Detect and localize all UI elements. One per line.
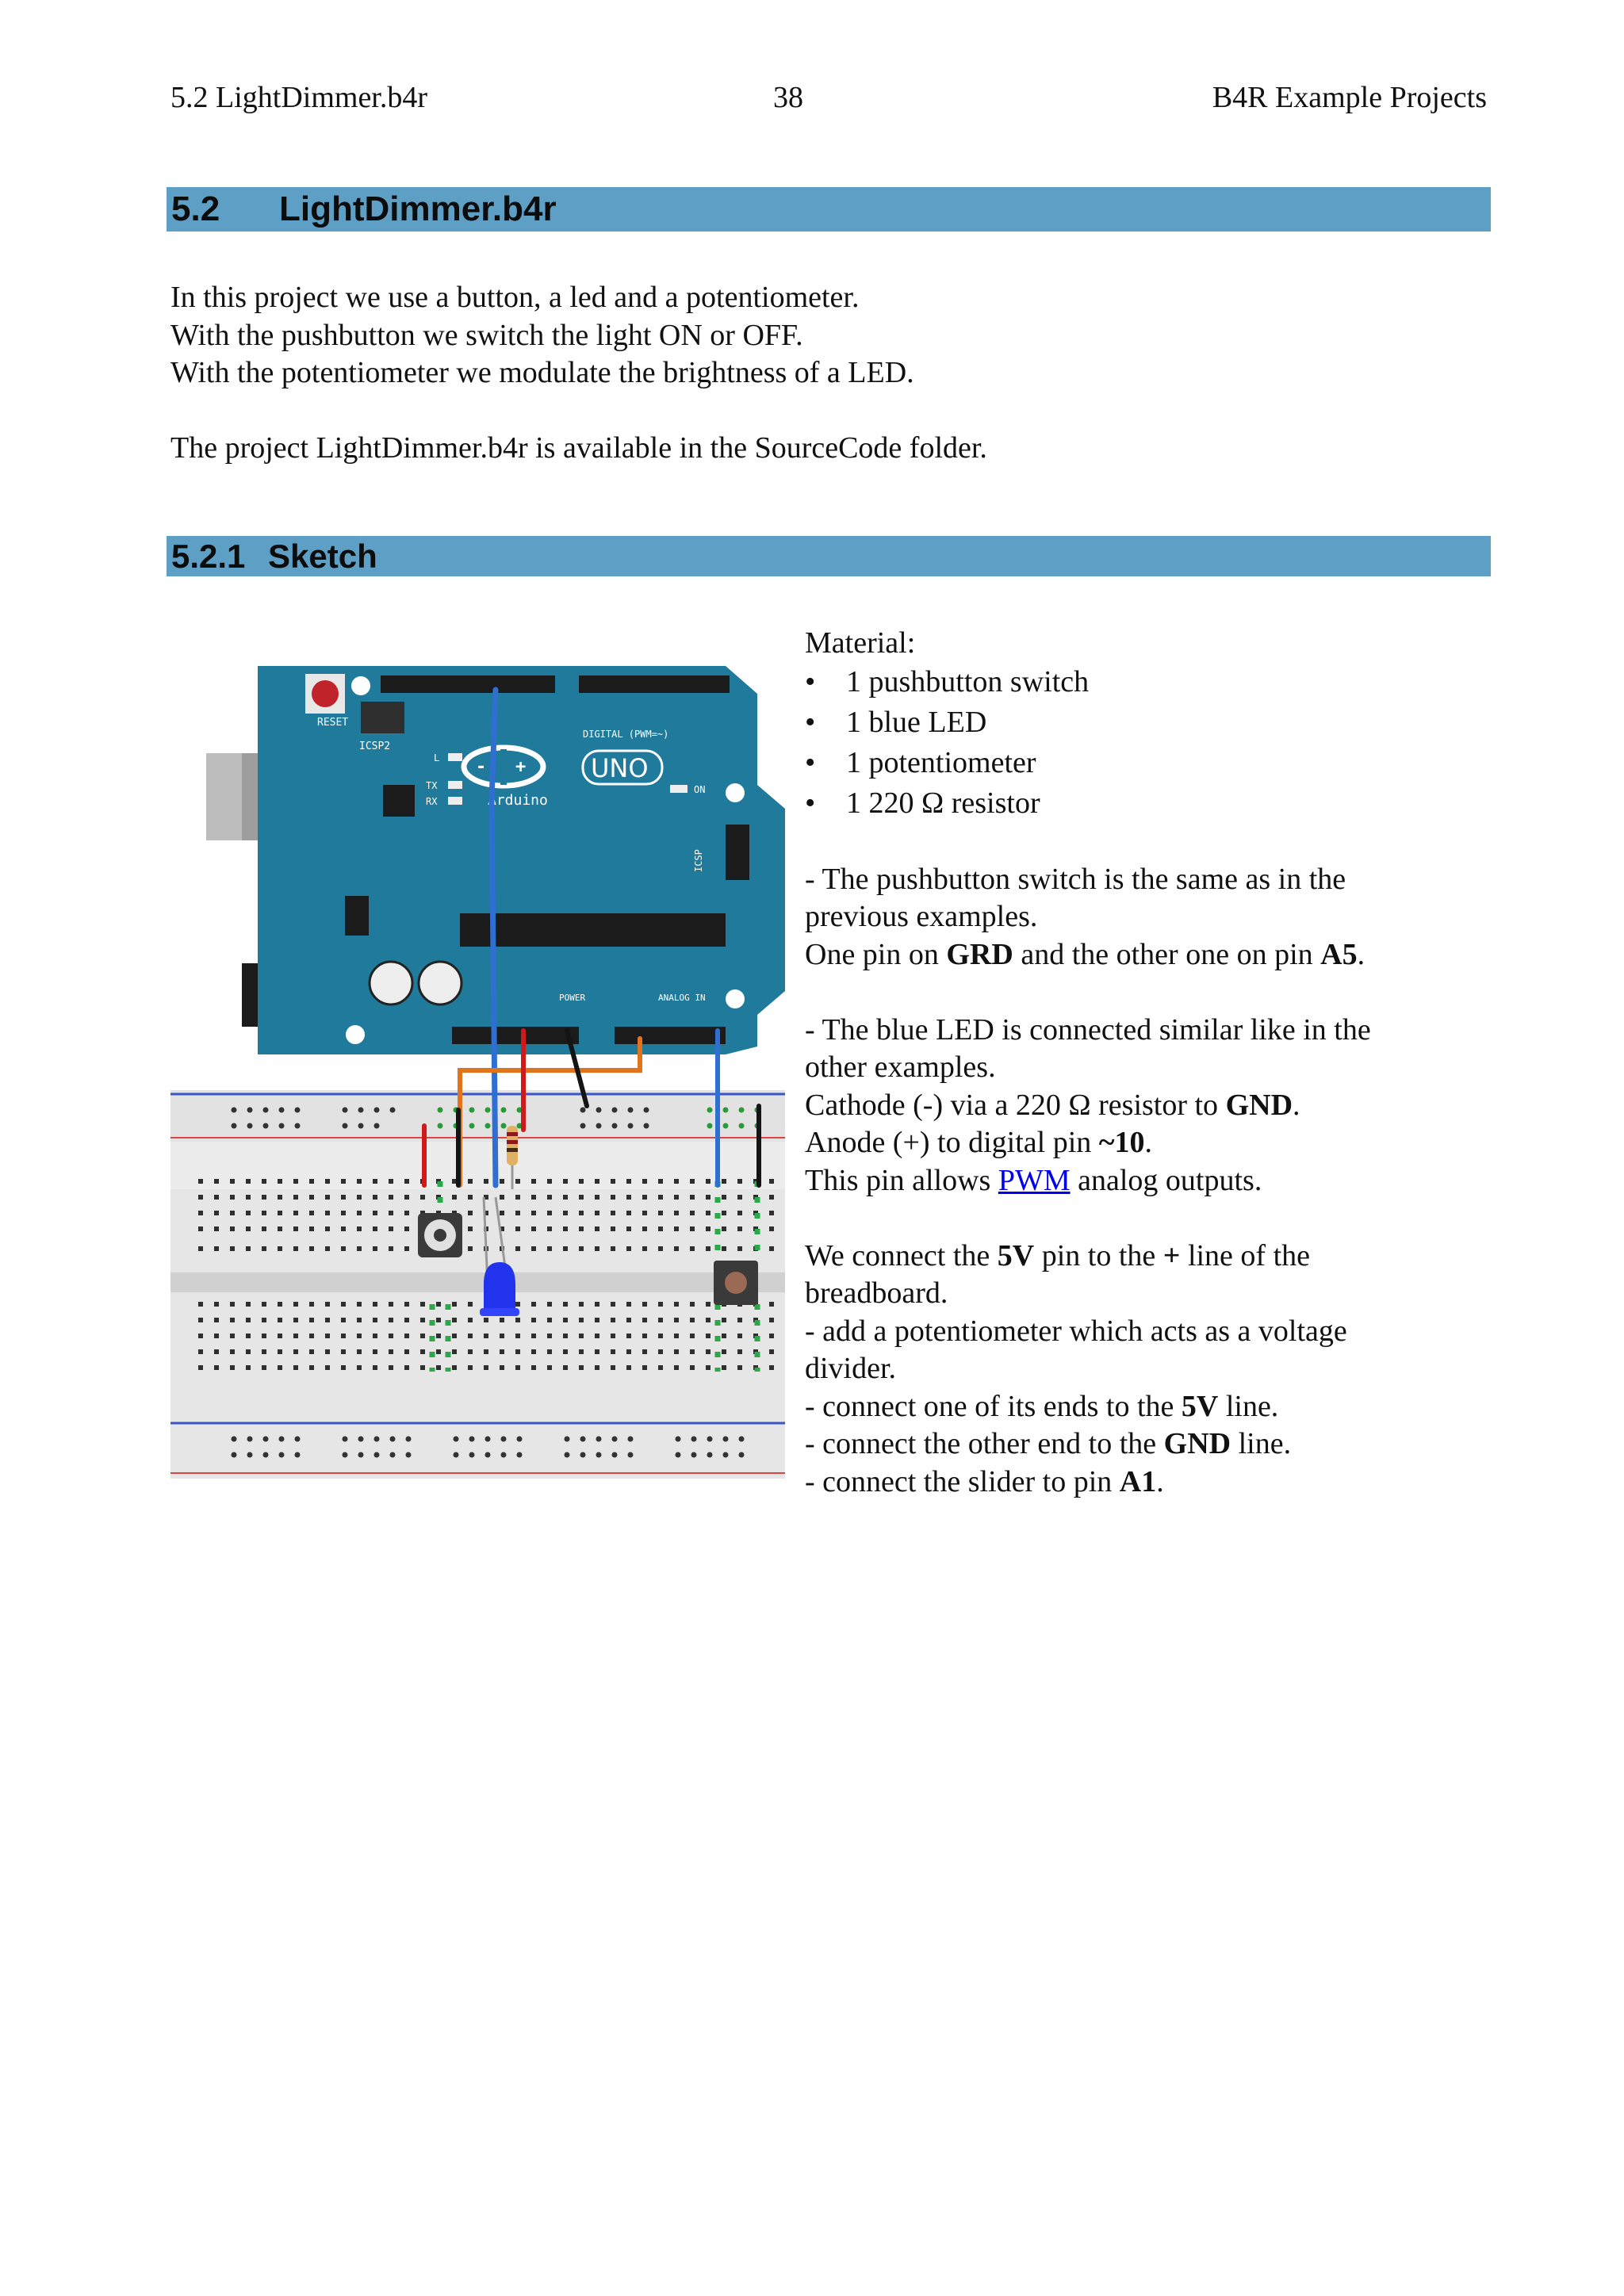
analog-in-label: ANALOG IN	[658, 993, 706, 1003]
breadboard	[170, 1090, 785, 1479]
tx-label: TX	[426, 780, 438, 791]
led-desc-2: other examples.	[805, 1050, 996, 1084]
connect-5v-line-2: breadboard.	[805, 1276, 948, 1310]
intro-line-3: With the potentiometer we modulate the brightness of a LED.	[170, 356, 914, 389]
l-led-label: L	[434, 752, 440, 763]
pwm-line: This pin allows PWM analog outputs.	[805, 1164, 1262, 1197]
pot-desc-1: - add a potentiometer which acts as a voltage	[805, 1314, 1347, 1348]
material-item: 1 pushbutton switch	[846, 665, 1090, 698]
section-number: 5.2	[171, 189, 220, 228]
running-header-left: 5.2 LightDimmer.b4r	[170, 81, 428, 114]
pushbutton	[714, 1261, 758, 1305]
icsp-label: ICSP	[693, 849, 704, 872]
running-header-right: B4R Example Projects	[1212, 81, 1487, 114]
potentiometer	[418, 1213, 462, 1257]
led-anode: Anode (+) to digital pin ~10.	[805, 1126, 1153, 1159]
material-item: 1 220 Ω resistor	[846, 786, 1040, 820]
subsection-number: 5.2.1	[171, 538, 246, 575]
svg-text:-: -	[476, 757, 487, 777]
pot-slider: - connect the slider to pin A1.	[805, 1465, 1164, 1498]
list-item	[805, 662, 1089, 702]
bullet: •	[805, 706, 816, 739]
pushbutton-desc-1: - The pushbutton switch is the same as in the	[805, 863, 1346, 896]
intro-line-1: In this project we use a button, a led and a potentiometer.	[170, 281, 860, 314]
digital-label: DIGITAL (PWM=~)	[583, 729, 669, 740]
section-title: LightDimmer.b4r	[279, 189, 557, 228]
arduino-label: Arduino	[488, 792, 548, 809]
uno-label: UNO	[591, 753, 649, 783]
reset-label: RESET	[317, 717, 349, 729]
intro-availability: The project LightDimmer.b4r is available in the SourceCode folder.	[170, 431, 987, 465]
subsection-title: Sketch	[268, 538, 377, 575]
material-heading: Material:	[805, 626, 916, 660]
led-desc-1: - The blue LED is connected similar like in the	[805, 1013, 1371, 1047]
bullet: •	[805, 665, 816, 698]
intro-line-2: With the pushbutton we switch the light ON or OFF.	[170, 319, 803, 352]
list-item	[805, 702, 1089, 743]
material-item: 1 potentiometer	[846, 746, 1036, 779]
pot-end-1: - connect one of its ends to the 5V line.	[805, 1390, 1279, 1423]
section-heading	[167, 187, 1491, 232]
page-number: 38	[773, 81, 803, 114]
on-label: ON	[694, 784, 706, 795]
circuit-diagram	[170, 658, 785, 1479]
svg-text:+: +	[515, 757, 527, 777]
power-label: POWER	[559, 993, 586, 1003]
pwm-link[interactable]: PWM	[998, 1164, 1071, 1197]
bullet: •	[805, 786, 816, 820]
pot-end-2: - connect the other end to the GND line.	[805, 1427, 1292, 1460]
pushbutton-desc-2: previous examples.	[805, 900, 1038, 933]
list-item	[805, 743, 1089, 783]
bullet: •	[805, 746, 816, 779]
led-cathode: Cathode (-) via a 220 Ω resistor to GND.	[805, 1089, 1300, 1122]
material-list	[805, 662, 1089, 824]
rx-label: RX	[426, 796, 438, 807]
subsection-heading	[167, 536, 1491, 576]
material-item: 1 blue LED	[846, 706, 987, 739]
connect-5v-line: We connect the 5V pin to the + line of the	[805, 1239, 1310, 1272]
list-item	[805, 783, 1089, 824]
icsp2-label: ICSP2	[359, 740, 391, 752]
pot-desc-2: divider.	[805, 1352, 897, 1385]
pushbutton-pins: One pin on GRD and the other one on pin A5.	[805, 938, 1365, 971]
